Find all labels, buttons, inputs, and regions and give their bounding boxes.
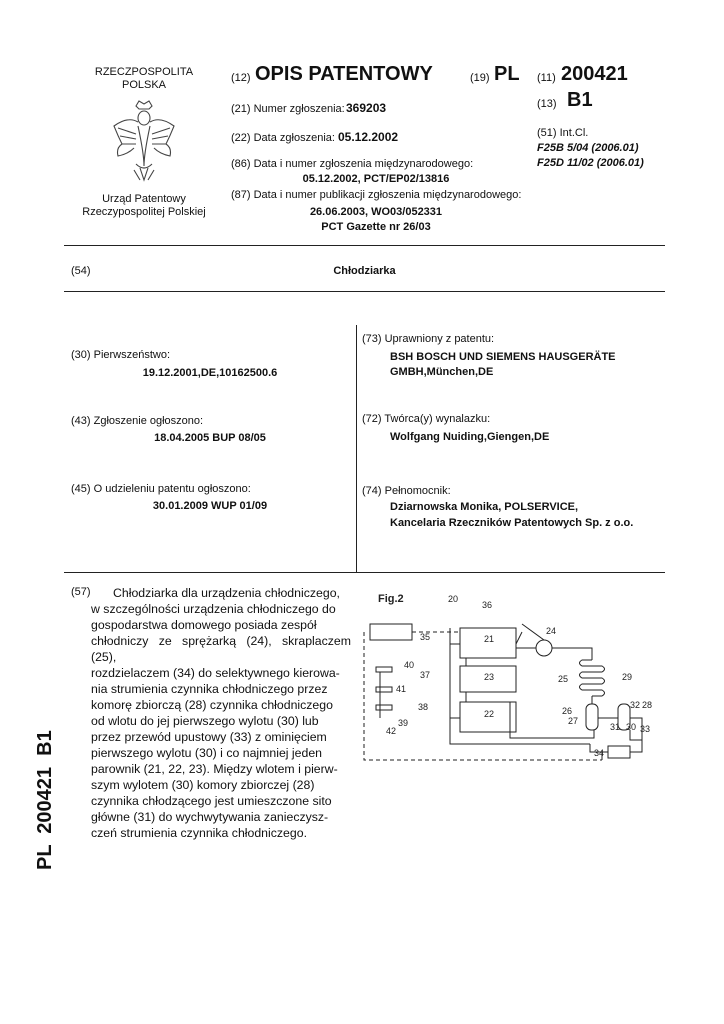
announce-value: 18.04.2005 BUP 08/05 (154, 432, 266, 444)
abstract-line: Chłodziarka dla urządzenia chłodniczego, (113, 586, 340, 600)
figure-label: 22 (484, 709, 495, 719)
column-divider (356, 325, 357, 572)
owner-label: (73) Uprawniony z patentu: (362, 333, 495, 345)
abstract-line: parownik (21, 22, 23). Między wlotem i pierw- (91, 762, 338, 776)
figure-caption: Fig.2 (378, 593, 404, 605)
grant-value: 30.01.2009 WUP 01/09 (152, 500, 268, 512)
abstract-line: czynnika chłodzącego jest umieszczone sito (91, 794, 332, 808)
figure-label: 34 (594, 748, 605, 758)
intl-pub-value2: PCT Gazette nr 26/03 (321, 221, 431, 233)
eagle-emblem-icon (106, 98, 182, 184)
abstract-line: nia strumienia czynnika chłodniczego przez (91, 682, 328, 696)
figure-label: 39 (398, 718, 409, 728)
intcl-2: F25D 11/02 (2006.01) (537, 157, 644, 169)
figure-label: 42 (386, 726, 397, 736)
figure-label: 36 (482, 600, 493, 610)
office-line1: Urząd Patentowy (102, 193, 186, 205)
priority-label: (30) Pierwszeństwo: (71, 349, 171, 361)
code-19: (19) (470, 72, 490, 84)
abstract-line: pierwszego wylotu (30) i co najmniej jeden (91, 746, 323, 760)
intl-pub-label: (87) Data i numer publikacji zgłoszenia międzynarodowego: (231, 189, 522, 201)
figure-label: 41 (396, 684, 407, 694)
figure-label: 35 (420, 632, 431, 642)
app-date-label: (22) Data zgłoszenia: (231, 132, 335, 144)
figure-label: 20 (448, 594, 459, 604)
figure-label: 21 (484, 634, 495, 644)
abstract-text (91, 585, 351, 841)
figure-label: 37 (420, 670, 431, 680)
abstract-line: gospodarstwa domowego posiada zespół (91, 618, 317, 632)
intl-app-value: 05.12.2002, PCT/EP02/13816 (302, 173, 450, 185)
figure-label: 23 (484, 672, 495, 682)
intcl-1: F25B 5/04 (2006.01) (537, 142, 639, 154)
refrigeration-circuit-diagram (356, 578, 656, 778)
divider (64, 291, 665, 292)
attorney-label: (74) Pełnomocnik: (362, 485, 451, 497)
figure-label: 24 (546, 626, 557, 636)
figure-label: 38 (418, 702, 429, 712)
country-line1: RZECZPOSPOLITA (94, 66, 194, 78)
intcl-label: (51) Int.Cl. (537, 127, 589, 139)
code-12: (12) (231, 72, 251, 84)
country-line2: POLSKA (121, 79, 167, 91)
code-11: (11) (537, 72, 556, 84)
intl-pub-value1: 26.06.2003, WO03/052331 (309, 206, 443, 218)
app-date: 05.12.2002 (338, 130, 399, 144)
figure-label: 25 (558, 674, 569, 684)
attorney-line2: Kancelaria Rzeczników Patentowych Sp. z o.o. (390, 517, 634, 529)
kind-code: B1 (567, 89, 593, 111)
attorney-line1: Dziarnowska Monika, POLSERVICE, (390, 501, 579, 513)
figure-label: 33 (640, 724, 651, 734)
abstract-line: od wlotu do jej pierwszego wylotu (30) lub (91, 714, 319, 728)
abstract-line: czeń strumienia czynnika chłodniczego. (91, 826, 307, 840)
announce-label: (43) Zgłoszenie ogłoszono: (71, 415, 204, 427)
abstract-line: w szczególności urządzenia chłodniczego do (91, 602, 336, 616)
owner-line2: GMBH,München,DE (390, 366, 494, 378)
app-number-label: (21) Numer zgłoszenia: (231, 103, 345, 115)
invention-title: Chłodziarka (333, 265, 396, 277)
figure-label: 28 (642, 700, 653, 710)
owner-line1: BSH BOSCH UND SIEMENS HAUSGERÄTE (390, 351, 616, 363)
figure-label: 26 (562, 706, 573, 716)
figure-label: 30 (626, 722, 637, 732)
figure-label: 27 (568, 716, 579, 726)
code-13: (13) (537, 98, 557, 110)
abstract-line: szym wylotem (30) komory zbiorczej (28) (91, 778, 315, 792)
abstract-line: komorę zbiorczą (28) czynnika chłodniczego (91, 698, 333, 712)
grant-label: (45) O udzieleniu patentu ogłoszono: (71, 483, 251, 495)
side-patent-number: PL 200421 B1 (34, 730, 56, 870)
office-line2: Rzeczypospolitej Polskiej (82, 206, 206, 218)
figure-label: 31 (610, 722, 621, 732)
country-code: PL (494, 63, 520, 85)
abstract-code: (57) (71, 586, 91, 598)
app-number: 369203 (346, 101, 387, 115)
inventor-label: (72) Twórca(y) wynalazku: (362, 413, 491, 425)
divider (64, 572, 665, 573)
title-code: (54) (71, 265, 91, 277)
priority-value: 19.12.2001,DE,10162500.6 (142, 367, 278, 379)
abstract-line: chłodniczy ze sprężarką (24), skraplaczem (25), (91, 634, 351, 664)
divider (64, 245, 665, 246)
abstract-line: przez przewód upustowy (33) z ominięciem (91, 730, 327, 744)
figure-label: 29 (622, 672, 633, 682)
inventor-value: Wolfgang Nuiding,Giengen,DE (390, 431, 550, 443)
patent-number: 200421 (561, 63, 628, 85)
intl-app-label: (86) Data i numer zgłoszenia międzynarodowego: (231, 158, 474, 170)
figure-label: 32 (630, 700, 641, 710)
abstract-line: rozdzielaczem (34) do selektywnego kierowa- (91, 666, 340, 680)
doc-type-title: OPIS PATENTOWY (255, 63, 433, 85)
figure-label: 40 (404, 660, 415, 670)
abstract-line: główne (31) do wychwytywania zanieczysz- (91, 810, 329, 824)
